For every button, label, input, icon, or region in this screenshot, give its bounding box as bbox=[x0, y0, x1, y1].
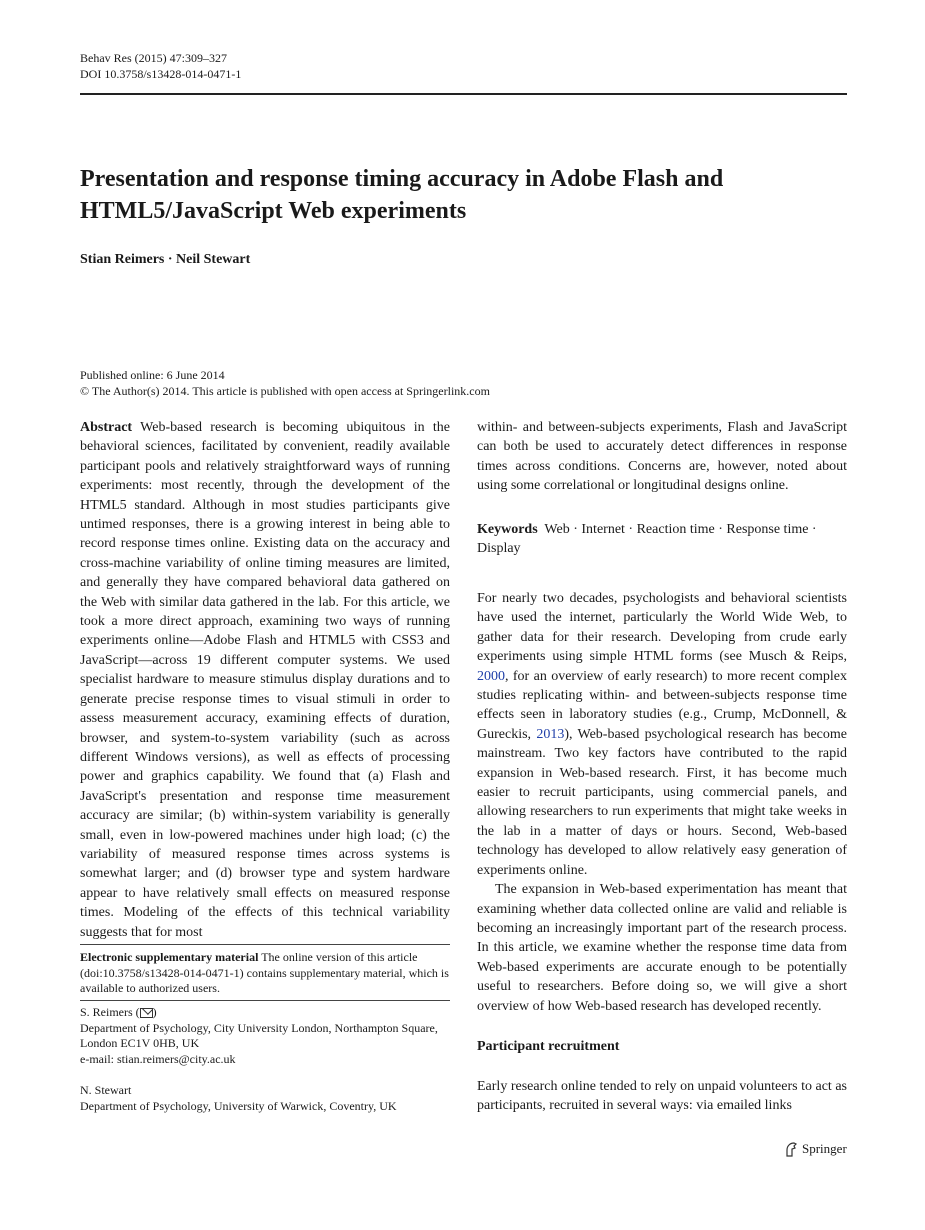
keywords bbox=[477, 520, 847, 559]
publication-info bbox=[80, 367, 490, 399]
intro-paragraph-1 bbox=[477, 589, 847, 880]
citation-link-2000[interactable]: 2000 bbox=[477, 668, 505, 684]
footnote-rule bbox=[80, 944, 450, 945]
intro-text-c: ), Web-based psychological research has become mainstream. Two key factors have contributed to the rapid expansion in Web-based research. First, it has become much easier to recruit participants, using commercial panels, and allowing researchers to run experiments that might take weeks in the lab in a matter of days or hours. Second, Web-based technology has developed to allow relatively easy generation of experiments online. bbox=[477, 726, 847, 878]
abstract-text: Web-based research is becoming ubiquitous in the behavioral sciences, facilitated by convenient, readily available participant pools and relatively straightforward ways of running experiments: most recently, through the development of the HTML5 standard. Although in most studies participants give untimed responses, there is a growing interest in being able to record response times online. Existing data on the accuracy and cross-machine variability of online timing measures are limited, and generally they have compared behavioral data gathered on the Web with similar data gathered in the lab. For this article, we took a more direct approach, examining two ways of running experiments online—Adobe Flash and HTML5 with CSS3 and JavaScript—across 19 different computer systems. We used specialist hardware to measure stimulus display durations and to generate precise response times to visual stimuli in order to assess measurement accuracy, examining effects of duration, browser, and system-to-system variability (such as across different Windows versions), as well as effects of processing power and graphics capability. We found that (a) Flash and JavaScript's presentation and response time measurement accuracy are similar; (b) within-system variability is generally small, even in low-powered machines under high load; (c) the variability of measured response times across systems is somewhat larger; and (d) browser type and system hardware appear to have relatively small effects on measured response times. Modeling of the effects of this technical variability suggests that for most bbox=[80, 420, 450, 940]
abstract bbox=[80, 418, 450, 942]
keywords-text: Web · Internet · Reaction time · Response time · Display bbox=[477, 522, 817, 557]
author-name bbox=[80, 1005, 450, 1021]
introduction bbox=[477, 589, 847, 1016]
intro-text-a: For nearly two decades, psychologists and behavioral scientists have used the internet, particularly the World Wide Web, to gather data for their research. Developing from crude early experiments using simple HTML forms (see Musch & Reips, bbox=[477, 591, 847, 665]
author-email[interactable]: e-mail: stian.reimers@city.ac.uk bbox=[80, 1051, 236, 1066]
springer-horse-icon bbox=[784, 1141, 798, 1157]
envelope-icon bbox=[140, 1008, 153, 1018]
abstract-label: Abstract bbox=[80, 420, 133, 435]
supplementary-label: Electronic supplementary material bbox=[80, 950, 259, 964]
publisher-logo bbox=[784, 1141, 847, 1157]
abstract-continuation: within- and between-subjects experiments, Flash and JavaScript can both be used to accurately detect differences in response times across conditions. Concerns are, however, noted about using some correlational or longitudinal designs online. bbox=[477, 420, 847, 494]
author-department: Department of Psychology, City University London, Northampton Square, London EC1V 0HB, UK bbox=[80, 1020, 438, 1050]
author-name-end: ) bbox=[152, 1005, 157, 1019]
doi-line: DOI 10.3758/s13428-014-0471-1 bbox=[80, 67, 242, 81]
author-list: Stian Reimers · Neil Stewart bbox=[80, 252, 251, 267]
journal-citation: Behav Res (2015) 47:309–327 bbox=[80, 51, 227, 65]
supplementary-text: The online version of this article (doi:10.3758/s13428-014-0471-1) contains supplementary material, which is available to authorized users. bbox=[80, 950, 449, 995]
author-name-text: S. Reimers ( bbox=[80, 1005, 140, 1019]
supplementary-note bbox=[80, 950, 450, 997]
citation-link-2013[interactable]: 2013 bbox=[536, 726, 565, 742]
published-date: Published online: 6 June 2014 bbox=[80, 368, 225, 382]
article-title: Presentation and response timing accuracy in Adobe Flash and HTML5/JavaScript Web experiments bbox=[80, 166, 724, 224]
keywords-label: Keywords bbox=[477, 522, 538, 537]
copyright-line: © The Author(s) 2014. This article is published with open access at Springerlink.com bbox=[80, 384, 490, 398]
running-header bbox=[80, 50, 241, 82]
affiliation-stewart bbox=[80, 1083, 450, 1114]
intro-text-b: , for an overview of early research) to more recent complex studies replicating within- and between-subjects response time effects seen in laboratory studies (e.g., Crump, McDonnell, & Gureckis, bbox=[477, 668, 847, 742]
intro-paragraph-2: The expansion in Web-based experimentation has meant that examining whether data collected online are valid and reliable is becoming an increasingly important part of the research process. In this article, we examine whether the response time data from Web-based experiments are accurate enough to be potentially useful to researchers. Before doing so, we will give a short overview of how Web-based research has developed recently. bbox=[477, 882, 847, 1014]
publisher-name: Springer bbox=[802, 1141, 847, 1156]
author-name: N. Stewart bbox=[80, 1083, 132, 1097]
author-department: Department of Psychology, University of Warwick, Coventry, UK bbox=[80, 1098, 397, 1113]
section-text: Early research online tended to rely on unpaid volunteers to act as participants, recruited in several ways: via emailed links bbox=[477, 1079, 847, 1114]
affiliation-reimers bbox=[80, 1005, 450, 1067]
affiliation-rule bbox=[80, 1000, 450, 1001]
header-rule bbox=[80, 93, 847, 95]
section-heading: Participant recruitment bbox=[477, 1039, 620, 1054]
